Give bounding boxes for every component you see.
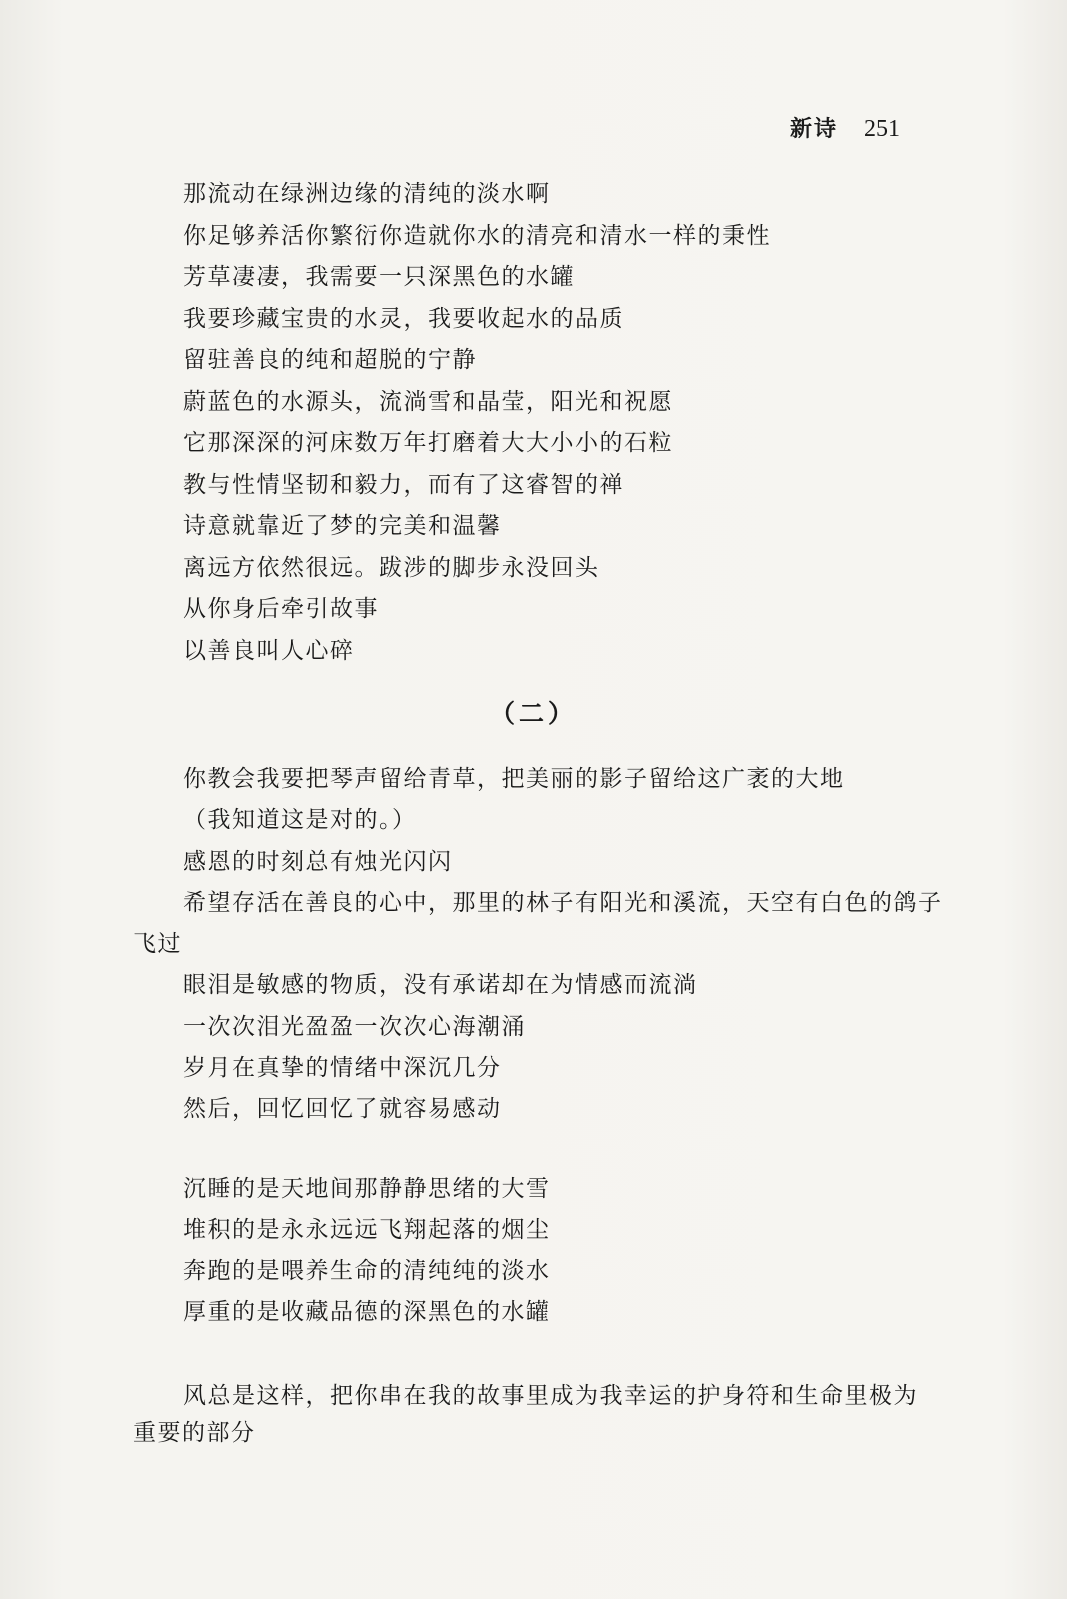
poem-line: 教与性情坚韧和毅力，而有了这睿智的禅 (183, 472, 624, 498)
poem-line: 一次次泪光盈盈一次次心海潮涌 (183, 1014, 526, 1040)
poem-line: 蔚蓝色的水源头，流淌雪和晶莹，阳光和祝愿 (183, 389, 673, 415)
poem-line: 以善良叫人心碎 (183, 638, 355, 664)
poem-line: 它那深深的河床数万年打磨着大大小小的石粒 (183, 430, 673, 456)
poem-line: 离远方依然很远。跋涉的脚步永没回头 (183, 555, 600, 581)
poem-line: 重要的部分 (133, 1420, 256, 1446)
poem-line: 堆积的是永永远远飞翔起落的烟尘 (183, 1217, 551, 1243)
poem-line: 奔跑的是喂养生命的清纯纯的淡水 (183, 1258, 551, 1284)
poem-line: 我要珍藏宝贵的水灵，我要收起水的品质 (183, 306, 624, 332)
poem-line: 沉睡的是天地间那静静思绪的大雪 (183, 1176, 551, 1202)
poem-line: 从你身后牵引故事 (183, 596, 379, 622)
poem-line: 厚重的是收藏品德的深黑色的水罐 (183, 1299, 551, 1325)
poem-line: （我知道这是对的。） (183, 807, 417, 833)
poem-line: 你足够养活你繁衍你造就你水的清亮和清水一样的秉性 (183, 223, 771, 249)
poem-line: 风总是这样，把你串在我的故事里成为我幸运的护身符和生命里极为 (183, 1383, 918, 1409)
page-number: 251 (864, 116, 901, 142)
poem-line: 希望存活在善良的心中，那里的林子有阳光和溪流，天空有白色的鸽子 (183, 890, 943, 916)
poem-line: 眼泪是敏感的物质，没有承诺却在为情感而流淌 (183, 972, 698, 998)
poem-line: 飞过 (133, 931, 182, 957)
section-subtitle: （二） (489, 699, 577, 728)
poem-line: 诗意就靠近了梦的完美和温馨 (183, 513, 502, 539)
poem-line: 留驻善良的纯和超脱的宁静 (183, 347, 477, 373)
poem-line: 然后，回忆回忆了就容易感动 (183, 1096, 502, 1122)
poem-line: 芳草凄凄，我需要一只深黑色的水罐 (183, 264, 575, 290)
section-title: 新诗 (790, 116, 839, 142)
poem-line: 你教会我要把琴声留给青草，把美丽的影子留给这广袤的大地 (183, 766, 845, 792)
poem-line: 感恩的时刻总有烛光闪闪 (183, 849, 453, 875)
poem-line: 岁月在真挚的情绪中深沉几分 (183, 1055, 502, 1081)
running-header (790, 112, 900, 143)
poem-line: 那流动在绿洲边缘的清纯的淡水啊 (183, 181, 551, 207)
